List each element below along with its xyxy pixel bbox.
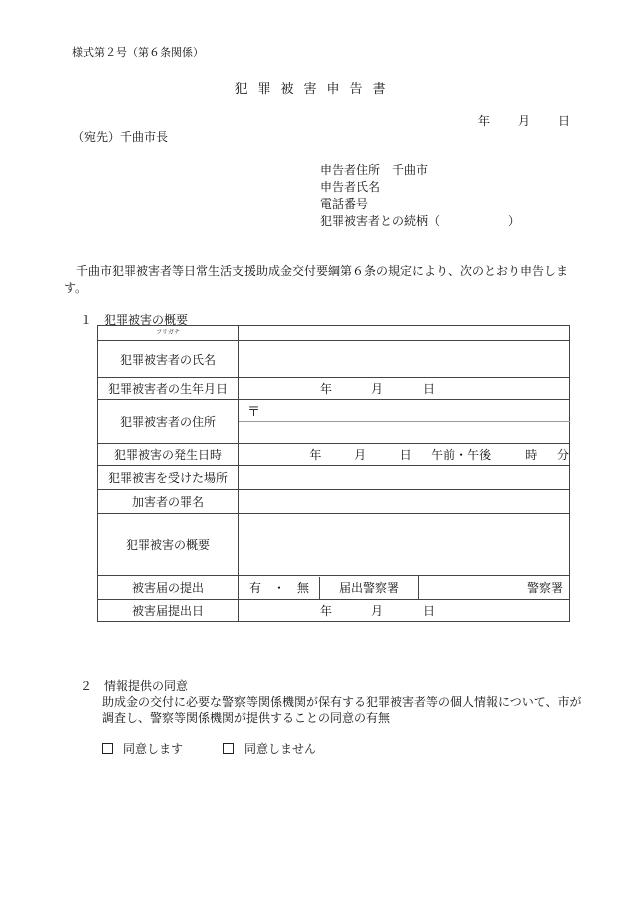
intro-paragraph: 千曲市犯罪被害者等日常生活支援助成金交付要綱第６条の規定により、次のとおり申告します。: [64, 264, 569, 295]
place-label: 犯罪被害を受けた場所: [98, 466, 239, 490]
victim-address-field[interactable]: [239, 422, 570, 444]
date-year-label: 年: [478, 114, 491, 128]
date-day-label: 日: [558, 114, 571, 128]
hour-label: 時: [525, 448, 538, 462]
rep-day-label: 日: [422, 604, 435, 618]
occ-day-label: 日: [399, 448, 412, 462]
form-number: 様式第２号（第６条関係）: [72, 46, 204, 59]
postal-code-field[interactable]: [239, 400, 570, 422]
section1-heading: １ 犯罪被害の概要: [80, 313, 189, 327]
date-month-label: 月: [518, 114, 531, 128]
birth-year-label: 年: [319, 382, 332, 396]
police-station-label: 届出警察署: [319, 577, 418, 599]
submission-date: [478, 112, 570, 129]
summary-label: 犯罪被害の概要: [98, 514, 239, 576]
police-station-field[interactable]: [419, 576, 570, 600]
agree-checkbox[interactable]: [102, 743, 113, 754]
offense-label: 加害者の罪名: [98, 490, 239, 514]
report-date-label: 被害届提出日: [98, 600, 239, 622]
damage-summary-table: [97, 325, 570, 622]
occurrence-field[interactable]: [239, 444, 570, 466]
birth-day-label: 日: [422, 382, 435, 396]
applicant-relation: [320, 213, 520, 230]
applicant-address-label: 申告者住所 千曲市: [320, 163, 429, 177]
offense-field[interactable]: [239, 490, 570, 514]
relation-label: 犯罪被害者との続柄（: [320, 214, 441, 228]
addressee: （宛先）千曲市長: [72, 130, 169, 144]
police-suffix: 警察署: [527, 581, 564, 595]
report-date-field[interactable]: [239, 600, 570, 622]
summary-field[interactable]: [239, 514, 570, 576]
applicant-block: [320, 162, 520, 230]
postal-mark: 〒: [247, 405, 261, 420]
place-field[interactable]: [239, 466, 570, 490]
applicant-phone-label: 電話番号: [320, 197, 369, 211]
relation-close: ）: [508, 214, 521, 228]
victim-address-label: 犯罪被害者の住所: [98, 400, 239, 444]
furigana-field[interactable]: [239, 326, 570, 341]
rep-month-label: 月: [370, 604, 383, 618]
occ-month-label: 月: [354, 448, 367, 462]
section2-text: 助成金の交付に必要な警察等関係機関が保有する犯罪被害者等の個人情報について、市が調査し、警察等関係機関が提供することの同意の有無: [102, 695, 582, 725]
section2-heading: ２ 情報提供の同意: [80, 679, 189, 693]
victim-name-label: 犯罪被害者の氏名: [98, 341, 239, 378]
minute-label: 分: [557, 448, 570, 462]
birthdate-label: 犯罪被害者の生年月日: [98, 378, 239, 400]
birth-month-label: 月: [370, 382, 383, 396]
applicant-name-label: 申告者氏名: [320, 180, 381, 194]
birthdate-field[interactable]: [239, 378, 570, 400]
report-label: 被害届の提出: [98, 576, 239, 600]
victim-name-field[interactable]: [239, 341, 570, 378]
consent-options: [102, 740, 316, 757]
agree-label: 同意します: [123, 742, 184, 756]
occurrence-label: 犯罪被害の発生日時: [98, 444, 239, 466]
furigana-label: フリガナ: [98, 326, 239, 341]
report-yes-no[interactable]: 有 ・ 無: [248, 581, 309, 595]
ampm-label: 午前・午後: [431, 448, 492, 462]
page-title: 犯罪被害申告書: [234, 82, 396, 97]
occ-year-label: 年: [309, 448, 322, 462]
rep-year-label: 年: [319, 604, 332, 618]
disagree-label: 同意しません: [244, 742, 317, 756]
disagree-checkbox[interactable]: [223, 743, 234, 754]
